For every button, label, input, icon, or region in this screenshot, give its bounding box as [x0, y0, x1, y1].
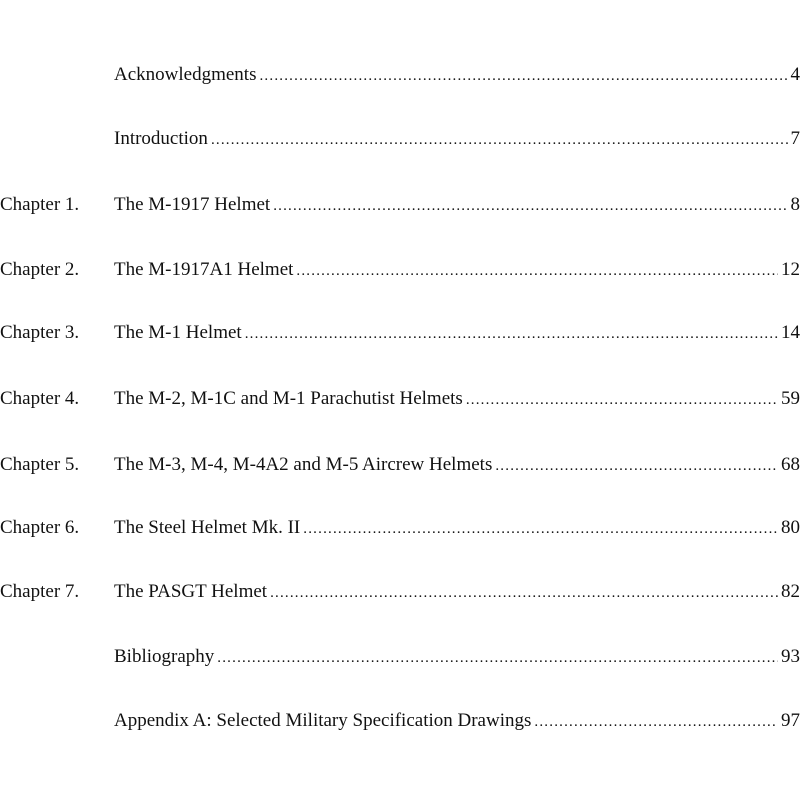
chapter-number: Chapter 5. — [0, 454, 80, 475]
page-number: 7 — [790, 128, 800, 149]
toc-entry-chapter-6[interactable] — [0, 515, 800, 541]
dot-leader — [273, 193, 787, 219]
toc-entry-chapter-3[interactable] — [0, 320, 800, 346]
entry-title: Appendix A: Selected Military Specification Drawings — [114, 710, 532, 731]
entry-line — [114, 452, 800, 479]
entry-line — [114, 192, 800, 219]
dot-leader — [534, 709, 778, 735]
entry-title: Introduction — [114, 128, 208, 149]
page-number: 68 — [781, 454, 800, 475]
entry-line — [114, 708, 800, 735]
dot-leader — [495, 453, 778, 479]
entry-title: The M-1 Helmet — [114, 322, 242, 343]
toc-entry-chapter-7[interactable] — [0, 579, 800, 605]
dot-leader — [270, 580, 778, 606]
chapter-number: Chapter 4. — [0, 388, 80, 409]
toc-entry-introduction[interactable] — [0, 126, 800, 152]
page-number: 12 — [781, 259, 800, 280]
dot-leader — [296, 258, 778, 284]
entry-line — [114, 644, 800, 671]
entry-title: The M-1917A1 Helmet — [114, 259, 294, 280]
toc-entry-chapter-4[interactable] — [0, 386, 800, 412]
entry-line — [114, 257, 800, 284]
entry-title: The PASGT Helmet — [114, 581, 268, 602]
page-number: 59 — [781, 388, 800, 409]
toc-entry-chapter-1[interactable] — [0, 192, 800, 218]
toc-entry-acknowledgments[interactable] — [0, 62, 800, 88]
chapter-number: Chapter 6. — [0, 517, 80, 538]
toc-entry-appendix-a[interactable] — [0, 708, 800, 734]
dot-leader — [217, 645, 778, 671]
toc-entry-bibliography[interactable] — [0, 644, 800, 670]
entry-line — [114, 579, 800, 606]
entry-title: The M-1917 Helmet — [114, 194, 271, 215]
entry-title: Acknowledgments — [114, 64, 257, 85]
dot-leader — [211, 127, 788, 153]
toc-entry-chapter-2[interactable] — [0, 257, 800, 283]
entry-line — [114, 320, 800, 347]
dot-leader — [259, 63, 787, 89]
entry-title: The M-2, M-1C and M-1 Parachutist Helmets — [114, 388, 463, 409]
toc-entry-chapter-5[interactable] — [0, 452, 800, 478]
chapter-number: Chapter 7. — [0, 581, 80, 602]
page-number: 80 — [781, 517, 800, 538]
page-number: 4 — [790, 64, 800, 85]
page-number: 93 — [781, 646, 800, 667]
chapter-number: Chapter 3. — [0, 322, 80, 343]
page-number: 97 — [781, 710, 800, 731]
entry-title: The M-3, M-4, M-4A2 and M-5 Aircrew Helmets — [114, 454, 493, 475]
entry-line — [114, 386, 800, 413]
dot-leader — [245, 321, 778, 347]
entry-line — [114, 515, 800, 542]
entry-title: Bibliography — [114, 646, 215, 667]
page-number: 82 — [781, 581, 800, 602]
entry-line — [114, 62, 800, 89]
chapter-number: Chapter 1. — [0, 194, 80, 215]
dot-leader — [303, 516, 778, 542]
page-number: 14 — [781, 322, 800, 343]
entry-line — [114, 126, 800, 153]
page-number: 8 — [790, 194, 800, 215]
entry-title: The Steel Helmet Mk. II — [114, 517, 301, 538]
dot-leader — [466, 387, 778, 413]
chapter-number: Chapter 2. — [0, 259, 80, 280]
